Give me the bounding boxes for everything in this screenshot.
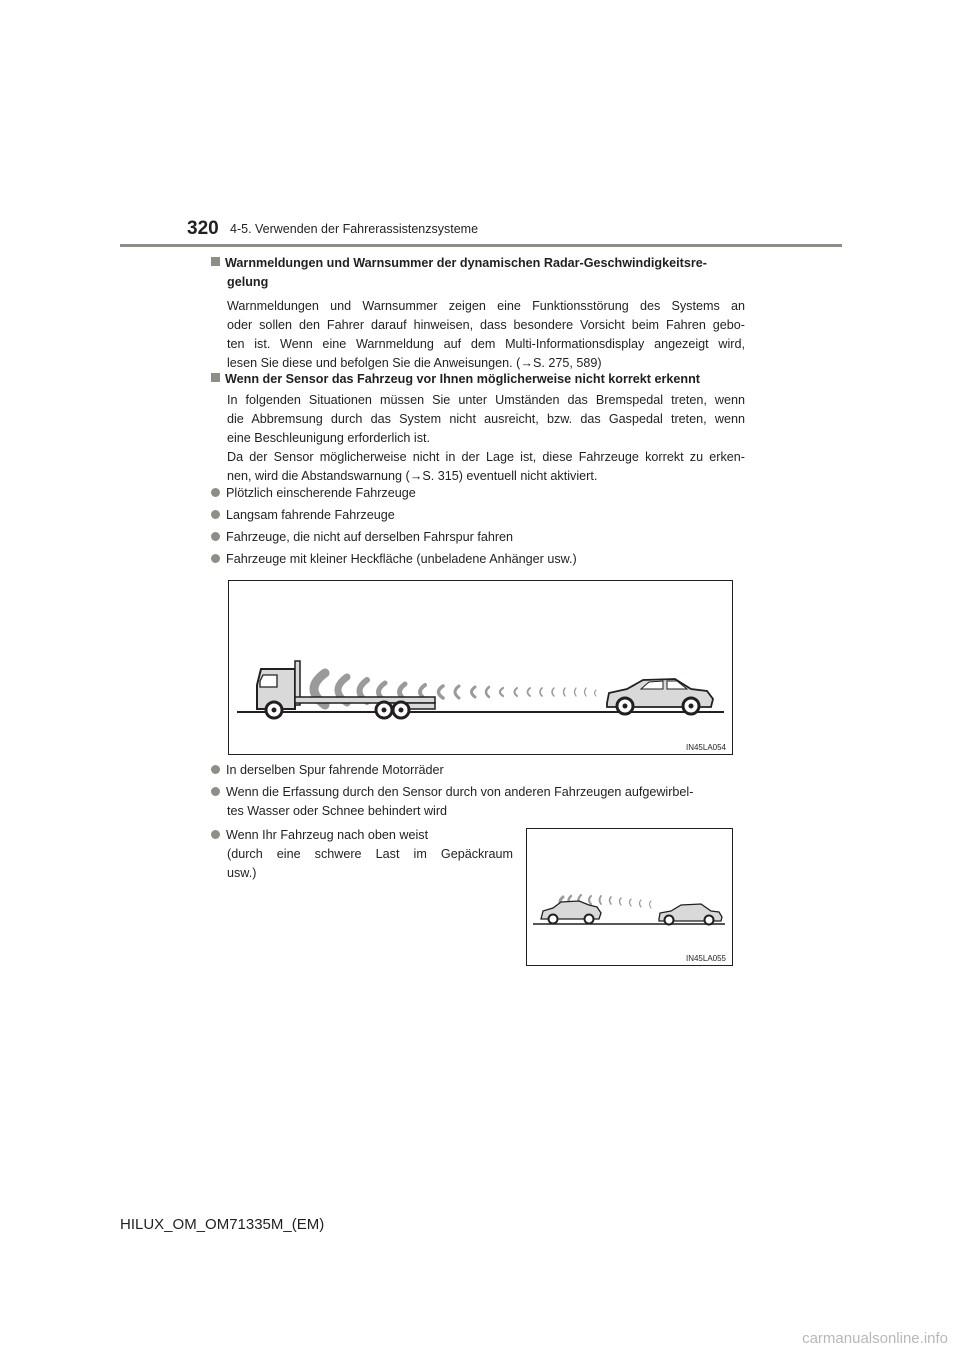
round-bullet-icon: [211, 554, 220, 563]
list-item: Fahrzeuge mit kleiner Heckfläche (unbeladene Anhänger usw.): [211, 550, 577, 569]
list-item: Fahrzeuge, die nicht auf derselben Fahrspur fahren: [211, 528, 513, 547]
watermark: carmanualsonline.info: [802, 1330, 948, 1347]
square-bullet-icon: [211, 373, 220, 382]
list-item: Plötzlich einscherende Fahrzeuge: [211, 484, 416, 503]
list-item: Wenn die Erfassung durch den Sensor durch von anderen Fahrzeugen aufgewirbel-: [211, 783, 693, 802]
round-bullet-icon: [211, 510, 220, 519]
list-item: Wenn Ihr Fahrzeug nach oben weist: [211, 826, 428, 845]
header-rule: [120, 244, 842, 247]
list-item: In derselben Spur fahrende Motorräder: [211, 761, 444, 780]
figure-label: IN45LA055: [685, 954, 726, 963]
tilted-car-illustration: [527, 829, 732, 965]
manual-code: HILUX_OM_OM71335M_(EM): [120, 1216, 325, 1233]
sensor-heading: Wenn der Sensor das Fahrzeug vor Ihnen möglicherweise nicht korrekt erkennt: [211, 370, 700, 389]
list-item: Langsam fahrende Fahrzeuge: [211, 506, 395, 525]
warnings-heading: Warnmeldungen und Warnsummer der dynamischen Radar-Geschwindigkeitsre-: [211, 254, 707, 273]
square-bullet-icon: [211, 257, 220, 266]
round-bullet-icon: [211, 532, 220, 541]
trailer-car-illustration: [229, 581, 732, 754]
list-item-continuation: tes Wasser oder Schnee behindert wird: [227, 804, 448, 818]
page-number: 320: [187, 218, 219, 239]
figure-label: IN45LA054: [685, 743, 726, 752]
round-bullet-icon: [211, 765, 220, 774]
round-bullet-icon: [211, 488, 220, 497]
figure-trailer-illustration: [228, 580, 733, 755]
round-bullet-icon: [211, 787, 220, 796]
section-title: 4-5. Verwenden der Fahrerassistenzsysteme: [230, 222, 479, 236]
warnings-heading-line2: gelung: [227, 275, 269, 289]
warnings-body: Warnmeldungen und Warnsummer zeigen eine Funktionsstörung des Systems an oder sollen den Fahrer darauf hinweisen, dass besondere Vorsicht beim Fahren gebo- ten ist. Wenn eine Warnmeldung auf dem Multi-Informationsdisplay angezeigt wird, lesen Sie diese und befolgen Sie die Anweisungen. (→S. 275, 589): [227, 299, 745, 370]
round-bullet-icon: [211, 830, 220, 839]
figure-tilted-car-illustration: [526, 828, 733, 966]
list-item-continuation: usw.): [227, 866, 257, 880]
sensor-body: In folgenden Situationen müssen Sie unter Umständen das Bremspedal treten, wenn die Abbremsung durch das System nicht ausreicht, bzw. das Gaspedal treten, wenn eine Beschleunigung erforderlich ist. Da der Sensor möglicherweise nicht in der Lage ist, diese Fahrzeuge korrekt zu erken- nen, wird die Abstandswarnung (→S. 315) eventuell nicht aktiviert.: [227, 393, 745, 483]
list-item-continuation: (durch eine schwere Last im Gepäckraum: [227, 847, 513, 861]
